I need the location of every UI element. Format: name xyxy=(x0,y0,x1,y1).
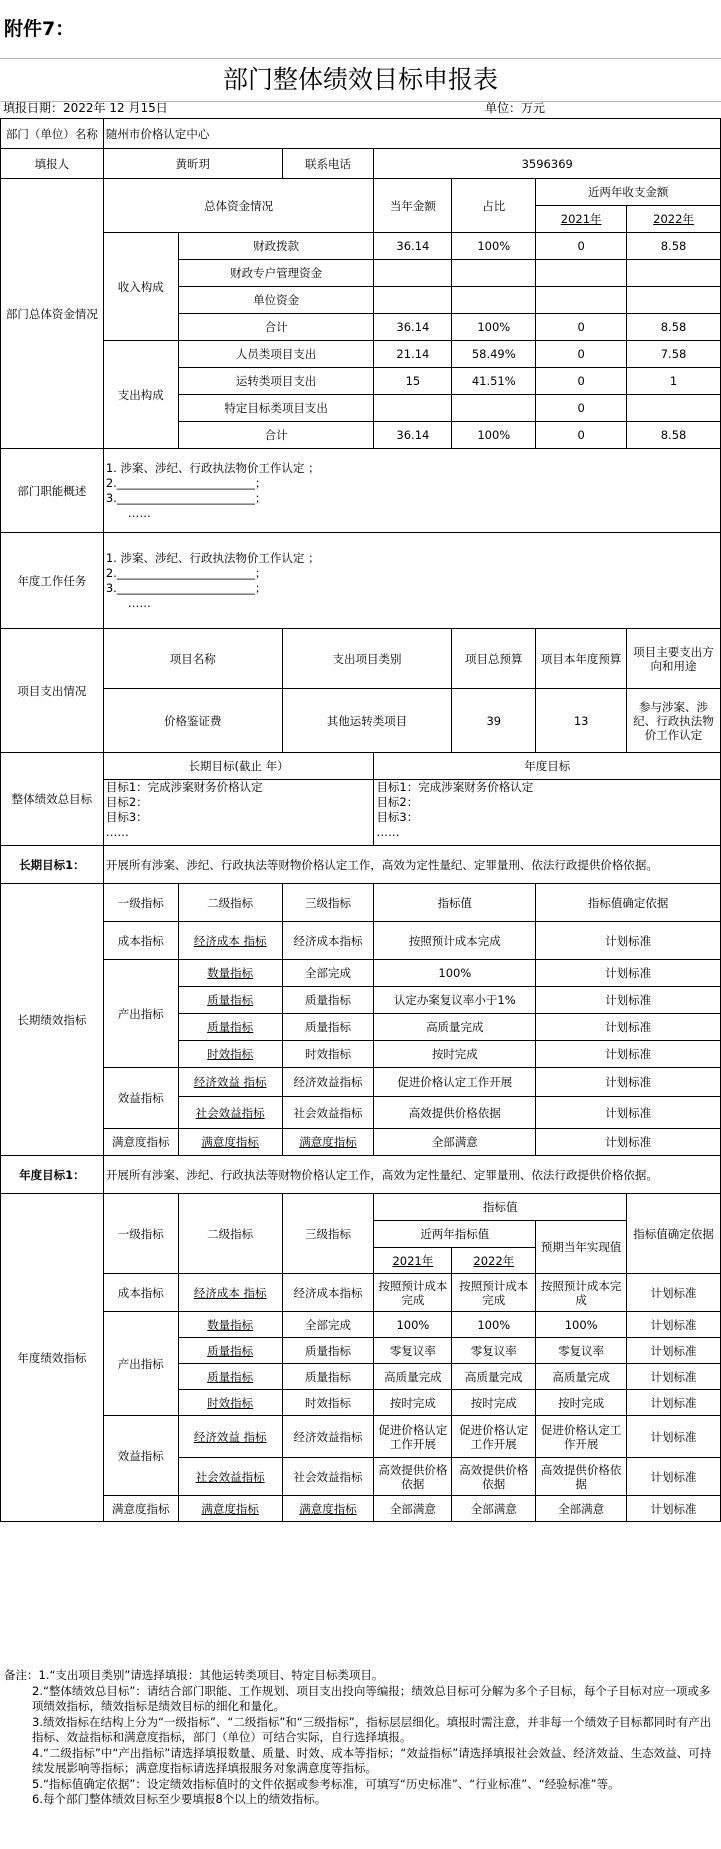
long-l3: 满意度指标 xyxy=(282,1129,374,1156)
fund-row-ratio: 58.49% xyxy=(452,341,536,368)
year-l2: 经济效益 指标 xyxy=(178,1416,282,1458)
year-h-expect: 预期当年实现值 xyxy=(536,1221,627,1274)
projects-label: 项目支出情况 xyxy=(1,629,104,753)
year-l2: 质量指标 xyxy=(178,1338,282,1364)
year-h2: 二级指标 xyxy=(178,1194,282,1274)
year-basis: 计划标准 xyxy=(627,1274,721,1312)
long-l2: 社会效益指标 xyxy=(178,1097,282,1129)
year-basis: 计划标准 xyxy=(627,1338,721,1364)
ratio-header: 占比 xyxy=(452,179,536,233)
expense-label: 支出构成 xyxy=(103,341,178,449)
year-2022-header: 2022年 xyxy=(627,206,721,233)
year-goal1-label: 年度目标1： xyxy=(1,1156,104,1194)
note-line: 6.每个部门整体绩效目标至少要填报8个以上的绩效指标。 xyxy=(32,1792,327,1806)
year-basis: 计划标准 xyxy=(627,1458,721,1496)
long-l3: 质量指标 xyxy=(282,1014,374,1041)
tasks-content xyxy=(103,533,720,629)
duties-line-3: 3.________________________； xyxy=(105,490,267,505)
note-line: 4.“二级指标”中“产出指标”请选择填报数量、质量、时效、成本等指标；“效益指标”请选择填报社会效益、经济效益、生态效益、可持续发展影响等指标；满意度指标请选择填报服务对象满意度等指标。 xyxy=(32,1745,712,1775)
year-h-basis: 指标值确定依据 xyxy=(627,1194,721,1274)
year-l2: 满意度指标 xyxy=(178,1496,282,1522)
tasks-line-4: …… xyxy=(127,595,151,610)
current-amount-header: 当年金额 xyxy=(374,179,452,233)
year-goal-header: 年度目标 xyxy=(374,753,721,780)
fund-row-2021: 0 xyxy=(536,233,627,260)
fund-row-2021: 0 xyxy=(536,368,627,395)
project-direction-header: 项目主要支出方向和用途 xyxy=(627,629,721,689)
fund-row-name: 财政拨款 xyxy=(178,233,374,260)
year-perf-label: 年度绩效指标 xyxy=(1,1194,104,1522)
year-l3: 经济效益指标 xyxy=(282,1416,374,1458)
year-val-expect: 全部满意 xyxy=(536,1496,627,1522)
phone-label: 联系电话 xyxy=(282,149,374,179)
project-direction: 参与涉案、涉纪、行政执法物价工作认定 xyxy=(627,689,721,753)
year-val-2021: 促进价格认定工作开展 xyxy=(374,1416,452,1458)
long-l2: 经济效益 指标 xyxy=(178,1068,282,1097)
long-l1-benefit: 效益指标 xyxy=(103,1068,178,1129)
long-value: 高效提供价格依据 xyxy=(374,1097,536,1129)
filler-label: 填报人 xyxy=(1,149,104,179)
fund-row-ratio: 100% xyxy=(452,422,536,449)
year-val-2022: 100% xyxy=(452,1312,536,1338)
year-val-2022: 高质量完成 xyxy=(452,1364,536,1390)
long-l2: 质量指标 xyxy=(178,987,282,1014)
year-val-2022: 高效提供价格依据 xyxy=(452,1458,536,1496)
long-goal-line: 目标1：完成涉案财务价格认定 xyxy=(105,780,263,794)
year-goal-line: 目标2： xyxy=(376,795,419,809)
long-goal1-label: 长期目标1： xyxy=(1,846,104,884)
long-basis: 计划标准 xyxy=(536,1097,721,1129)
year-l1-output: 产出指标 xyxy=(103,1312,178,1416)
year-basis: 计划标准 xyxy=(627,1416,721,1458)
fund-row-name: 财政专户管理资金 xyxy=(178,260,374,287)
tasks-label: 年度工作任务 xyxy=(1,533,104,629)
project-budget-header: 项目总预算 xyxy=(452,629,536,689)
long-l3: 经济效益指标 xyxy=(282,1068,374,1097)
duties-line-4: …… xyxy=(127,505,151,520)
long-l2: 满意度指标 xyxy=(178,1129,282,1156)
long-l2: 时效指标 xyxy=(178,1041,282,1068)
funds-section-label: 部门总体资金情况 xyxy=(1,179,104,449)
year-h-two: 近两年指标值 xyxy=(374,1221,536,1248)
overall-funds-label: 总体资金情况 xyxy=(103,179,374,233)
long-goal-content xyxy=(103,780,374,846)
fund-row-2021: 0 xyxy=(536,314,627,341)
year-val-2021: 高质量完成 xyxy=(374,1364,452,1390)
year-l2: 社会效益指标 xyxy=(178,1458,282,1496)
income-label: 收入构成 xyxy=(103,233,178,341)
note-line: 备注：1.“支出项目类别”请选择填报：其他运转类项目、特定目标类项目。 xyxy=(4,1668,384,1682)
fund-row-ratio: 100% xyxy=(452,233,536,260)
note-line: 3.绩效指标在结构上分为“一级指标”、“二级指标”和“三级指标”，指标层层细化。填报时需注意，并非每一个绩效子目标都同时有产出指标、效益指标和满意度指标，部门（单位）可结合实际，自行选择填报。 xyxy=(32,1714,712,1744)
year-l3: 全部完成 xyxy=(282,1312,374,1338)
fund-row-amount: 15 xyxy=(374,368,452,395)
year-l3: 质量指标 xyxy=(282,1338,374,1364)
year-val-2021: 零复议率 xyxy=(374,1338,452,1364)
year-l3: 满意度指标 xyxy=(282,1496,374,1522)
overall-goal-label: 整体绩效总目标 xyxy=(1,753,104,846)
fund-row-2021: 0 xyxy=(536,422,627,449)
year-l1-cost: 成本指标 xyxy=(103,1274,178,1312)
year-val-expect: 100% xyxy=(536,1312,627,1338)
fund-row-amount: 36.14 xyxy=(374,233,452,260)
long-basis: 计划标准 xyxy=(536,922,721,960)
fund-row-name: 合计 xyxy=(178,314,374,341)
year-l2: 质量指标 xyxy=(178,1364,282,1390)
year-val-2022: 促进价格认定工作开展 xyxy=(452,1416,536,1458)
year-val-2021: 高效提供价格依据 xyxy=(374,1458,452,1496)
long-l2: 经济成本 指标 xyxy=(178,922,282,960)
page-title: 部门整体绩效目标申报表 xyxy=(0,58,721,102)
year-l2: 时效指标 xyxy=(178,1390,282,1416)
long-h5: 指标值确定依据 xyxy=(536,884,721,922)
fund-row-2021 xyxy=(536,287,627,314)
year-goal-content xyxy=(374,780,721,846)
year-val-2021: 全部满意 xyxy=(374,1496,452,1522)
year-val-expect: 按照预计成本完成 xyxy=(536,1274,627,1312)
filler-name: 黄昕玥 xyxy=(103,149,282,179)
fund-row-ratio: 41.51% xyxy=(452,368,536,395)
long-value: 100% xyxy=(374,960,536,987)
long-h4: 指标值 xyxy=(374,884,536,922)
long-l3: 全部完成 xyxy=(282,960,374,987)
fund-row-name: 合计 xyxy=(178,422,374,449)
long-goal-line: 目标2： xyxy=(105,795,148,809)
note-line: 5.“指标值确定依据”：设定绩效指标值时的文件依据或参考标准，可填写“历史标准”、“行业标准”、“经验标准”等。 xyxy=(32,1776,620,1791)
year-2021-header: 2021年 xyxy=(536,206,627,233)
long-h1: 一级指标 xyxy=(103,884,178,922)
long-l1-cost: 成本指标 xyxy=(103,922,178,960)
project-type: 其他运转类项目 xyxy=(282,689,452,753)
phone-value: 3596369 xyxy=(374,149,721,179)
long-h3: 三级指标 xyxy=(282,884,374,922)
long-basis: 计划标准 xyxy=(536,987,721,1014)
year-goal-line: …… xyxy=(376,825,400,839)
fund-row-ratio: 100% xyxy=(452,314,536,341)
fund-row-2022 xyxy=(627,287,721,314)
long-l2: 数量指标 xyxy=(178,960,282,987)
year-val-2021: 按时完成 xyxy=(374,1390,452,1416)
year-val-2021: 按照预计成本完成 xyxy=(374,1274,452,1312)
long-basis: 计划标准 xyxy=(536,1041,721,1068)
notes-block xyxy=(4,1668,716,1808)
year-goal-line: 目标3： xyxy=(376,810,419,824)
project-name-header: 项目名称 xyxy=(103,629,282,689)
year-l1-satisfy: 满意度指标 xyxy=(103,1496,178,1522)
year-val-2022: 按照预计成本完成 xyxy=(452,1274,536,1312)
fund-row-2021: 0 xyxy=(536,395,627,422)
year-val-expect: 高质量完成 xyxy=(536,1364,627,1390)
year-basis: 计划标准 xyxy=(627,1496,721,1522)
unit-label: 单位：万元 xyxy=(485,101,546,115)
year-val-2022: 全部满意 xyxy=(452,1496,536,1522)
long-l3: 时效指标 xyxy=(282,1041,374,1068)
fund-row-amount xyxy=(374,260,452,287)
year-h-2021: 2021年 xyxy=(374,1248,452,1274)
long-basis: 计划标准 xyxy=(536,1068,721,1097)
year-val-2022: 按时完成 xyxy=(452,1390,536,1416)
fund-row-ratio xyxy=(452,260,536,287)
fund-row-2022: 7.58 xyxy=(627,341,721,368)
dept-name: 随州市价格认定中心 xyxy=(103,119,720,149)
fund-row-amount: 21.14 xyxy=(374,341,452,368)
dept-label: 部门（单位）名称 xyxy=(1,119,104,149)
fund-row-ratio xyxy=(452,287,536,314)
long-basis: 计划标准 xyxy=(536,1129,721,1156)
long-l1-output: 产出指标 xyxy=(103,960,178,1068)
fund-row-name: 单位资金 xyxy=(178,287,374,314)
long-l3: 质量指标 xyxy=(282,987,374,1014)
long-l2: 质量指标 xyxy=(178,1014,282,1041)
long-l3: 经济成本指标 xyxy=(282,922,374,960)
duties-content xyxy=(103,449,720,533)
year-hv: 指标值 xyxy=(374,1194,627,1221)
long-value: 按时完成 xyxy=(374,1041,536,1068)
fund-row-2022: 8.58 xyxy=(627,422,721,449)
tasks-line-2: 2.________________________； xyxy=(105,565,267,580)
year-basis: 计划标准 xyxy=(627,1390,721,1416)
year-val-expect: 高效提供价格依据 xyxy=(536,1458,627,1496)
year-l2: 数量指标 xyxy=(178,1312,282,1338)
long-goal-line: …… xyxy=(105,825,129,839)
project-year-budget-header: 项目本年度预算 xyxy=(536,629,627,689)
project-type-header: 支出项目类别 xyxy=(282,629,452,689)
year-basis: 计划标准 xyxy=(627,1312,721,1338)
fund-row-name: 运转类项目支出 xyxy=(178,368,374,395)
year-val-2021: 100% xyxy=(374,1312,452,1338)
fund-row-2021: 0 xyxy=(536,341,627,368)
attachment-label: 附件7： xyxy=(4,18,75,40)
year-val-2022: 零复议率 xyxy=(452,1338,536,1364)
fund-row-name: 特定目标类项目支出 xyxy=(178,395,374,422)
fund-row-amount xyxy=(374,395,452,422)
fund-row-amount: 36.14 xyxy=(374,422,452,449)
fill-date: 填报日期：2022年 12 月15日 xyxy=(3,101,168,115)
long-l1-satisfy: 满意度指标 xyxy=(103,1129,178,1156)
year-goal-line: 目标1：完成涉案财务价格认定 xyxy=(376,780,534,794)
fund-row-2022: 8.58 xyxy=(627,314,721,341)
long-basis: 计划标准 xyxy=(536,960,721,987)
long-perf-label: 长期绩效指标 xyxy=(1,884,104,1156)
long-goal1-text: 开展所有涉案、涉纪、行政执法等财物价格认定工作，高效为定性量纪、定罪量刑、依法行政提供价格依据。 xyxy=(103,846,720,884)
long-value: 认定办案复议率小于1% xyxy=(374,987,536,1014)
long-l3: 社会效益指标 xyxy=(282,1097,374,1129)
long-value: 全部满意 xyxy=(374,1129,536,1156)
year-val-expect: 促进价格认定工作开展 xyxy=(536,1416,627,1458)
fund-row-amount xyxy=(374,287,452,314)
year-l3: 社会效益指标 xyxy=(282,1458,374,1496)
long-value: 促进价格认定工作开展 xyxy=(374,1068,536,1097)
year-l2: 经济成本 指标 xyxy=(178,1274,282,1312)
fund-row-2022: 1 xyxy=(627,368,721,395)
duties-line-2: 2.________________________； xyxy=(105,475,267,490)
year-l1-benefit: 效益指标 xyxy=(103,1416,178,1496)
note-line: 2.“整体绩效总目标”：请结合部门职能、工作规划、项目支出投向等编报；绩效总目标可分解为多个子目标，每个子目标对应一项或多项绩效指标，绩效指标是绩效目标的细化和量化。 xyxy=(32,1683,711,1713)
year-basis: 计划标准 xyxy=(627,1364,721,1390)
fund-row-name: 人员类项目支出 xyxy=(178,341,374,368)
project-budget: 39 xyxy=(452,689,536,753)
long-value: 按照预计成本完成 xyxy=(374,922,536,960)
declaration-table xyxy=(0,118,721,1522)
tasks-line-1: 1. 涉案、涉纪、行政执法物价工作认定 ； xyxy=(105,550,320,565)
long-goal-header: 长期目标(截止 年） xyxy=(103,753,374,780)
year-l3: 质量指标 xyxy=(282,1364,374,1390)
project-year-budget: 13 xyxy=(536,689,627,753)
year-val-expect: 按时完成 xyxy=(536,1390,627,1416)
fund-row-2021 xyxy=(536,260,627,287)
year-h-2022: 2022年 xyxy=(452,1248,536,1274)
year-h1: 一级指标 xyxy=(103,1194,178,1274)
duties-label: 部门职能概述 xyxy=(1,449,104,533)
long-goal-line: 目标3： xyxy=(105,810,148,824)
year-l3: 时效指标 xyxy=(282,1390,374,1416)
long-h2: 二级指标 xyxy=(178,884,282,922)
long-basis: 计划标准 xyxy=(536,1014,721,1041)
year-val-expect: 零复议率 xyxy=(536,1338,627,1364)
year-h3: 三级指标 xyxy=(282,1194,374,1274)
tasks-line-3: 3.________________________； xyxy=(105,580,267,595)
long-value: 高质量完成 xyxy=(374,1014,536,1041)
fund-row-2022: 8.58 xyxy=(627,233,721,260)
project-name: 价格鉴证费 xyxy=(103,689,282,753)
year-l3: 经济成本指标 xyxy=(282,1274,374,1312)
duties-line-1: 1. 涉案、涉纪、行政执法物价工作认定 ； xyxy=(105,460,320,475)
fund-row-ratio xyxy=(452,395,536,422)
year-goal1-text: 开展所有涉案、涉纪、行政执法等财物价格认定工作，高效为定性量纪、定罪量刑、依法行政提供价格依据。 xyxy=(103,1156,720,1194)
fund-row-amount: 36.14 xyxy=(374,314,452,341)
two-year-header: 近两年收支金额 xyxy=(536,179,721,206)
fund-row-2022 xyxy=(627,395,721,422)
fund-row-2022 xyxy=(627,260,721,287)
